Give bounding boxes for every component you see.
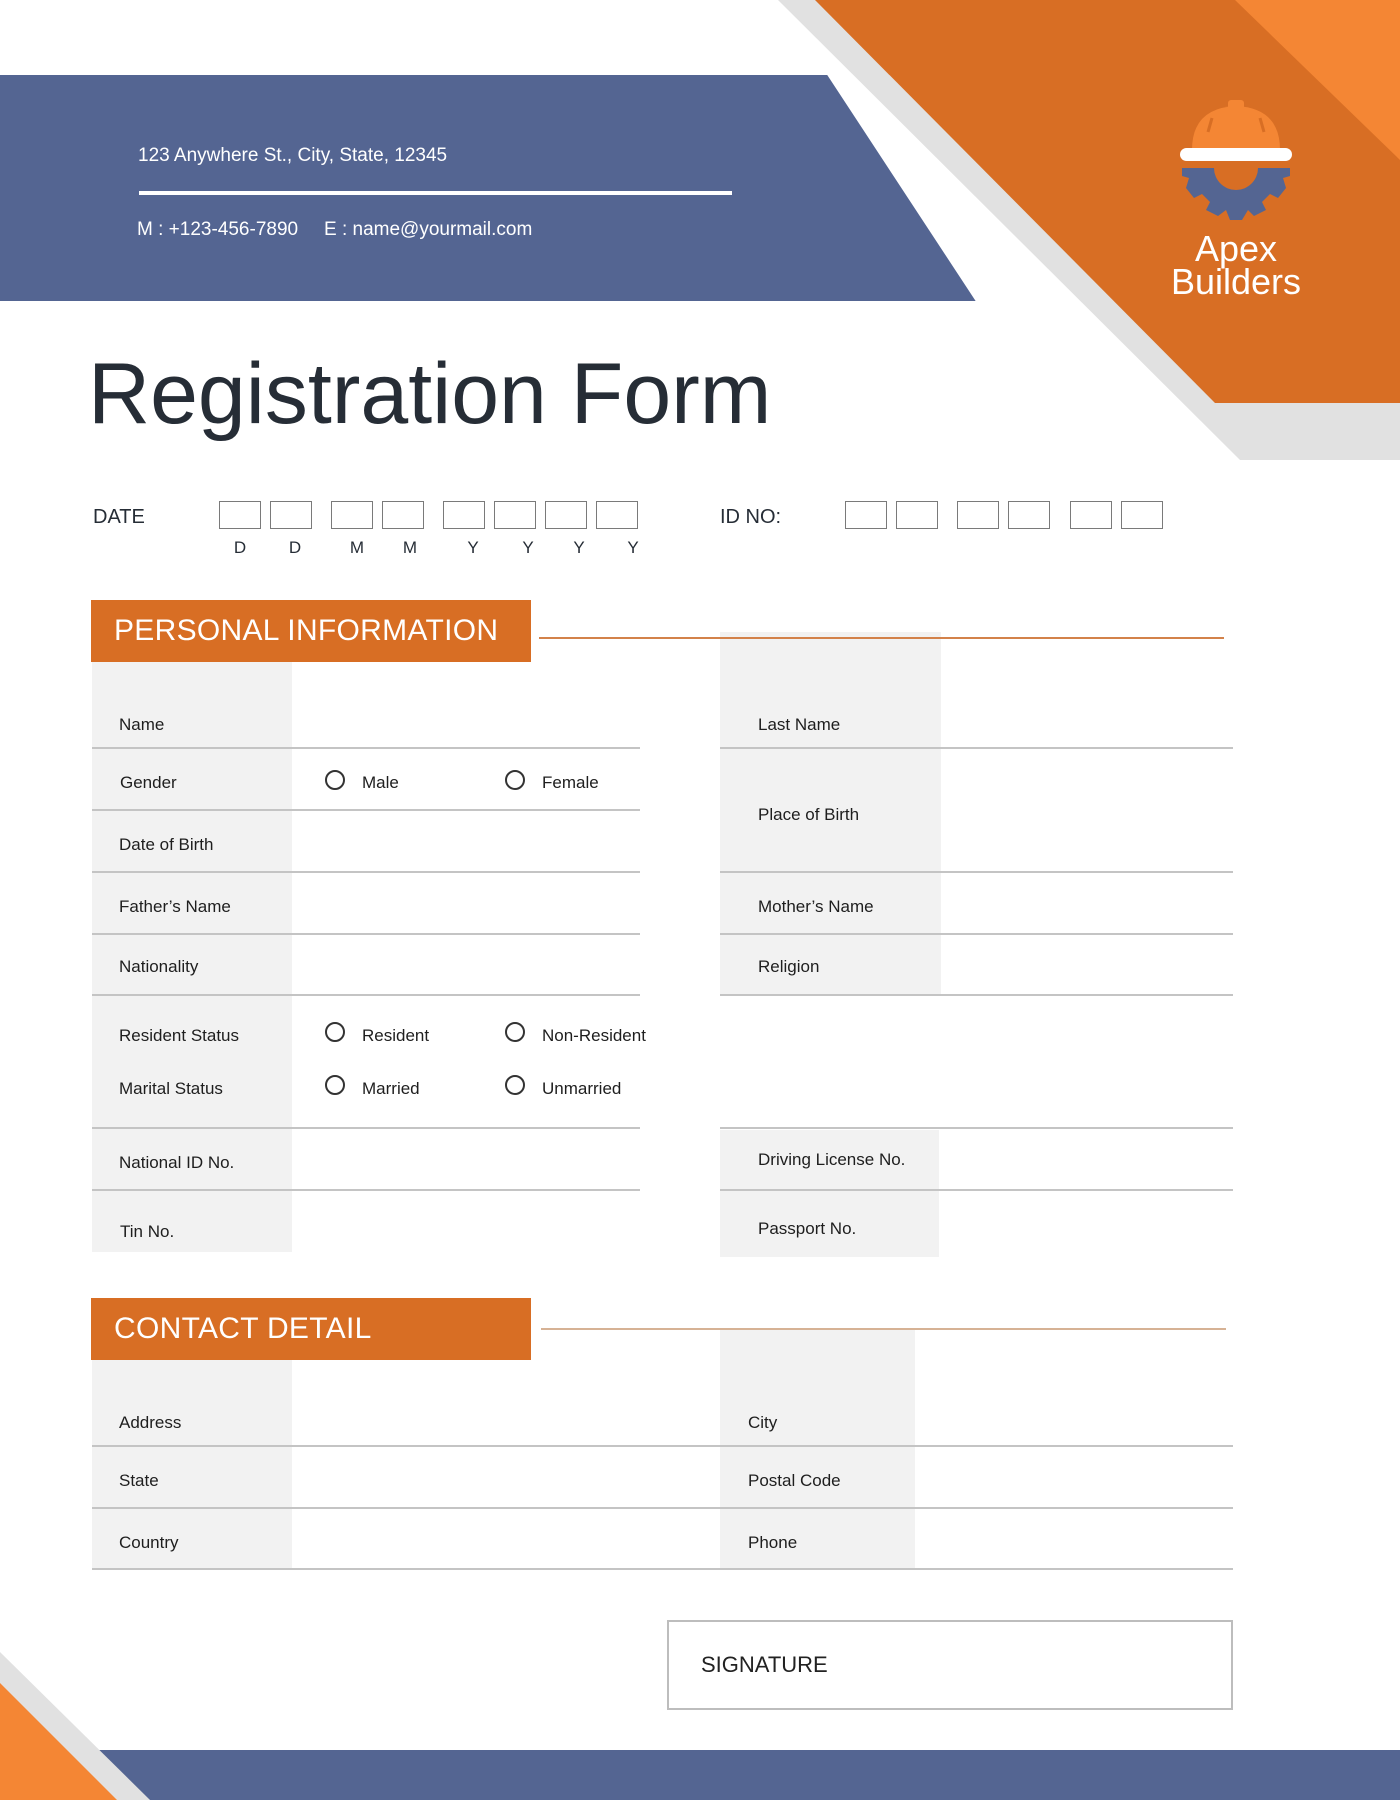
field-line (92, 1507, 1233, 1509)
date-box-d1[interactable] (219, 501, 261, 529)
non-resident-option-label: Non-Resident (542, 1026, 646, 1045)
field-line (92, 1445, 1233, 1447)
state-label: State (119, 1471, 159, 1490)
logo-line-2: Builders (1170, 261, 1302, 302)
field-line (92, 747, 640, 749)
resident-radio[interactable] (325, 1022, 345, 1042)
last-name-label: Last Name (758, 715, 841, 734)
contact-section-rule (541, 1328, 1226, 1330)
id-box[interactable] (957, 501, 999, 529)
female-option-label: Female (542, 773, 599, 792)
date-box-m1[interactable] (331, 501, 373, 529)
field-line (92, 1127, 640, 1129)
unmarried-option-label: Unmarried (542, 1079, 622, 1098)
date-box-label: Y (467, 538, 479, 557)
date-box-label: Y (627, 538, 639, 557)
id-box[interactable] (1121, 501, 1163, 529)
country-label: Country (119, 1533, 179, 1552)
field-line (720, 871, 1233, 873)
logo-line-1: Apex (1194, 228, 1278, 269)
resident-status-label: Resident Status (119, 1026, 240, 1045)
address-label: Address (119, 1413, 182, 1432)
header-phone: M : +123-456-7890 (137, 219, 299, 240)
date-box-label: D (288, 538, 302, 557)
date-of-birth-label: Date of Birth (119, 835, 214, 854)
id-label: ID NO: (720, 506, 782, 528)
field-line (720, 933, 1233, 935)
place-of-birth-label: Place of Birth (758, 805, 860, 824)
date-box-m2[interactable] (382, 501, 424, 529)
religion-label: Religion (758, 957, 820, 976)
field-line (92, 1189, 640, 1191)
date-box-y1[interactable] (443, 501, 485, 529)
date-box-label: Y (522, 538, 534, 557)
male-radio[interactable] (325, 770, 345, 790)
field-line (720, 1127, 1233, 1129)
date-box-label: D (233, 538, 247, 557)
field-line (720, 994, 1233, 996)
field-line (720, 747, 1233, 749)
page-title: Registration Form (88, 346, 772, 442)
field-line (720, 1189, 1233, 1191)
personal-section-rule (539, 637, 1224, 639)
passport-label: Passport No. (758, 1219, 857, 1238)
married-radio[interactable] (325, 1075, 345, 1095)
header-address: 123 Anywhere St., City, State, 12345 (138, 145, 448, 166)
contact-section-title: CONTACT DETAIL (91, 1298, 531, 1360)
city-label: City (748, 1413, 778, 1432)
field-line (92, 994, 640, 996)
date-label: DATE (93, 506, 145, 528)
id-box[interactable] (1070, 501, 1112, 529)
female-radio[interactable] (505, 770, 525, 790)
married-option-label: Married (362, 1079, 420, 1098)
field-line (92, 1568, 1233, 1570)
male-option-label: Male (362, 773, 399, 792)
id-box[interactable] (845, 501, 887, 529)
field-line (92, 933, 640, 935)
footer-band (0, 1750, 1400, 1800)
postal-code-label: Postal Code (748, 1471, 841, 1490)
signature-box[interactable] (667, 1620, 1233, 1710)
resident-option-label: Resident (362, 1026, 430, 1045)
tin-label: Tin No. (120, 1222, 175, 1241)
phone-label: Phone (748, 1533, 798, 1552)
gender-label: Gender (120, 773, 177, 792)
footer-decoration (0, 1640, 160, 1800)
id-box[interactable] (896, 501, 938, 529)
hardhat-gear-icon (1170, 98, 1302, 220)
field-line (92, 809, 640, 811)
marital-status-label: Marital Status (119, 1079, 223, 1098)
mothers-name-label: Mother’s Name (758, 897, 874, 916)
header-email: E : name@yourmail.com (324, 219, 533, 240)
logo-name (1140, 228, 1332, 302)
date-box-y3[interactable] (545, 501, 587, 529)
date-box-d2[interactable] (270, 501, 312, 529)
personal-section-title: PERSONAL INFORMATION (91, 600, 531, 662)
header-divider (139, 191, 732, 195)
driving-license-label: Driving License No. (758, 1150, 906, 1169)
fathers-name-label: Father’s Name (119, 897, 231, 916)
name-label: Name (119, 715, 165, 734)
field-line (92, 871, 640, 873)
date-box-label: M (402, 538, 418, 557)
id-box[interactable] (1008, 501, 1050, 529)
date-box-y4[interactable] (596, 501, 638, 529)
date-box-label: Y (573, 538, 585, 557)
national-id-label: National ID No. (119, 1153, 235, 1172)
nationality-label: Nationality (119, 957, 199, 976)
date-box-label: M (349, 538, 365, 557)
non-resident-radio[interactable] (505, 1022, 525, 1042)
date-box-y2[interactable] (494, 501, 536, 529)
signature-label: SIGNATURE (701, 1652, 828, 1677)
unmarried-radio[interactable] (505, 1075, 525, 1095)
